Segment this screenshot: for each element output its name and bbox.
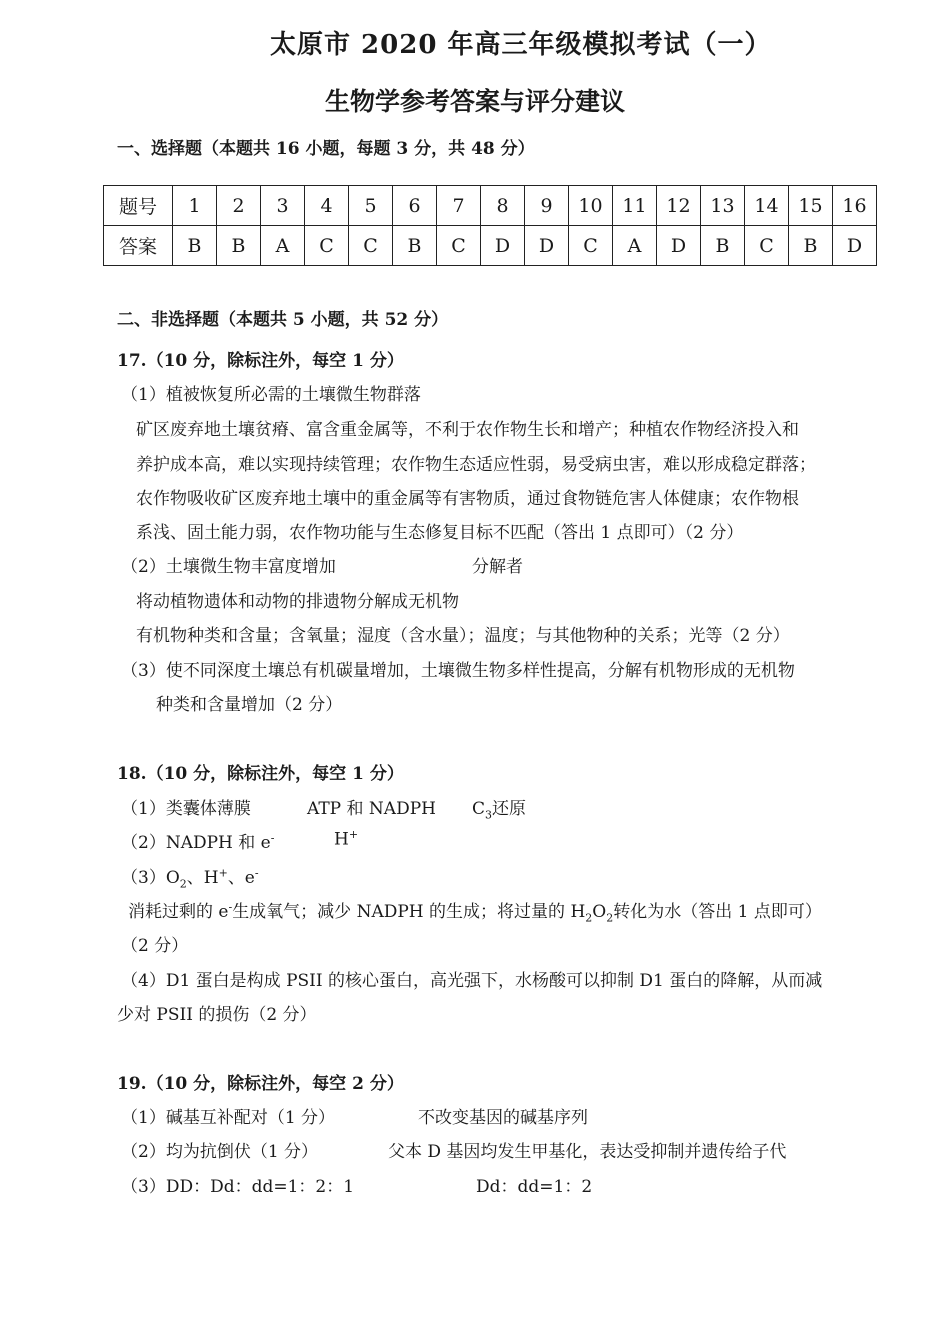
answer-cell: C bbox=[349, 226, 393, 266]
q17-part2-line2: 有机物种类和含量；含氧量；湿度（含水量）；温度；与其他物种的关系；光等（2 分） bbox=[136, 626, 790, 646]
question-number-cell: 7 bbox=[437, 186, 481, 226]
q17-part3-line1: （3）使不同深度土壤总有机碳量增加，土壤微生物多样性提高，分解有机物形成的无机物 bbox=[121, 661, 795, 681]
q19-title: 19.（10 分，除标注外，每空 2 分） bbox=[117, 1074, 404, 1094]
q18-part1-answer-c: $C_3$还原 bbox=[472, 799, 527, 822]
q19-part1-answer-a: （1）碱基互补配对（1 分） bbox=[121, 1108, 336, 1128]
q18-title: 18.（10 分，除标注外，每空 1 分） bbox=[117, 764, 404, 784]
answer-cell: C bbox=[569, 226, 613, 266]
question-number-cell: 1 bbox=[173, 186, 217, 226]
answer-row bbox=[104, 226, 877, 266]
answer-cell: B bbox=[701, 226, 745, 266]
question-number-cell: 2 bbox=[217, 186, 261, 226]
document-title: 生物学参考答案与评分建议 bbox=[324, 87, 625, 116]
answer-cell: D bbox=[481, 226, 525, 266]
question-number-cell: 11 bbox=[613, 186, 657, 226]
q18-part4-line2: 少对 PSII 的损伤（2 分） bbox=[117, 1005, 317, 1025]
q17-part2-answer-a: （2）土壤微生物丰富度增加 bbox=[121, 557, 336, 577]
answer-cell: C bbox=[745, 226, 789, 266]
q19-part3-answer-b: Dd：dd=1：2 bbox=[476, 1177, 593, 1197]
answer-cell: D bbox=[657, 226, 701, 266]
q17-part1: （1）植被恢复所必需的土壤微生物群落 bbox=[121, 385, 421, 405]
q17-title: 17.（10 分，除标注外，每空 1 分） bbox=[117, 351, 404, 371]
q17-part2-line1: 将动植物遗体和动物的排遗物分解成无机物 bbox=[136, 592, 459, 612]
q17-part1-line2: 养护成本高，难以实现持续管理；农作物生态适应性弱，易受病虫害，难以形成稳定群落； bbox=[136, 455, 816, 475]
question-number-cell: 10 bbox=[569, 186, 613, 226]
q18-part3-line1: 消耗过剩的 e-生成氧气；减少 NADPH 的生成；将过量的 $H_2O_2$转化为水（答出 1 点即可） bbox=[128, 900, 822, 925]
question-number-cell: 14 bbox=[745, 186, 789, 226]
q19-part3-answer-a: （3）DD：Dd：dd=1：2：1 bbox=[121, 1177, 355, 1197]
answer-cell: D bbox=[525, 226, 569, 266]
answer-cell: D bbox=[833, 226, 877, 266]
answer-cell: B bbox=[789, 226, 833, 266]
question-number-cell: 8 bbox=[481, 186, 525, 226]
question-number-cell: 9 bbox=[525, 186, 569, 226]
q19-part1-answer-b: 不改变基因的碱基序列 bbox=[418, 1108, 588, 1128]
section1-heading: 一、选择题（本题共 16 小题，每题 3 分，共 48 分） bbox=[117, 139, 535, 159]
q18-part3-line2: （2 分） bbox=[121, 936, 189, 956]
answer-cell: C bbox=[305, 226, 349, 266]
question-number-cell: 16 bbox=[833, 186, 877, 226]
q18-part1-answer-b: ATP 和 NADPH bbox=[307, 799, 436, 819]
answer-cell: B bbox=[217, 226, 261, 266]
answer-cell: A bbox=[613, 226, 657, 266]
question-number-cell: 6 bbox=[393, 186, 437, 226]
question-number-cell: 12 bbox=[657, 186, 701, 226]
row-label-answer: 答案 bbox=[104, 226, 173, 266]
q19-part2-answer-a: （2）均为抗倒伏（1 分） bbox=[121, 1142, 319, 1162]
answer-cell: B bbox=[173, 226, 217, 266]
question-number-cell: 4 bbox=[305, 186, 349, 226]
q18-part2-answer-b: H+ bbox=[334, 828, 359, 850]
q17-part3-line2: 种类和含量增加（2 分） bbox=[156, 695, 343, 715]
question-number-cell: 5 bbox=[349, 186, 393, 226]
answer-table bbox=[103, 185, 877, 266]
q18-part3-answer: $(3)O_2$、H+、e- bbox=[121, 866, 259, 891]
answer-cell: B bbox=[393, 226, 437, 266]
q18-part1-answer-a: （1）类囊体薄膜 bbox=[121, 799, 251, 819]
exam-header-title: 太原市 2020 年高三年级模拟考试（一） bbox=[270, 30, 772, 60]
q17-part2-answer-b: 分解者 bbox=[472, 557, 523, 577]
question-number-row bbox=[104, 186, 877, 226]
q17-part1-line1: 矿区废弃地土壤贫瘠、富含重金属等，不利于农作物生长和增产；种植农作物经济投入和 bbox=[136, 420, 799, 440]
answer-cell: C bbox=[437, 226, 481, 266]
row-label-question-number: 题号 bbox=[104, 186, 173, 226]
q19-part2-answer-b: 父本 D 基因均发生甲基化，表达受抑制并遗传给子代 bbox=[388, 1142, 787, 1162]
q17-part1-line4: 系浅、固土能力弱，农作物功能与生态修复目标不匹配（答出 1 点即可）（2 分） bbox=[136, 523, 744, 543]
q17-part1-line3: 农作物吸收矿区废弃地土壤中的重金属等有害物质，通过食物链危害人体健康；农作物根 bbox=[136, 489, 799, 509]
answer-cell: A bbox=[261, 226, 305, 266]
q18-part2-answer-a: （2）NADPH 和 e- bbox=[121, 831, 275, 853]
q18-part4-line1: （4）D1 蛋白是构成 PSII 的核心蛋白，高光强下，水杨酸可以抑制 D1 蛋白的降解，从而减 bbox=[121, 971, 823, 991]
section2-heading: 二、非选择题（本题共 5 小题，共 52 分） bbox=[117, 310, 449, 330]
question-number-cell: 3 bbox=[261, 186, 305, 226]
question-number-cell: 13 bbox=[701, 186, 745, 226]
question-number-cell: 15 bbox=[789, 186, 833, 226]
